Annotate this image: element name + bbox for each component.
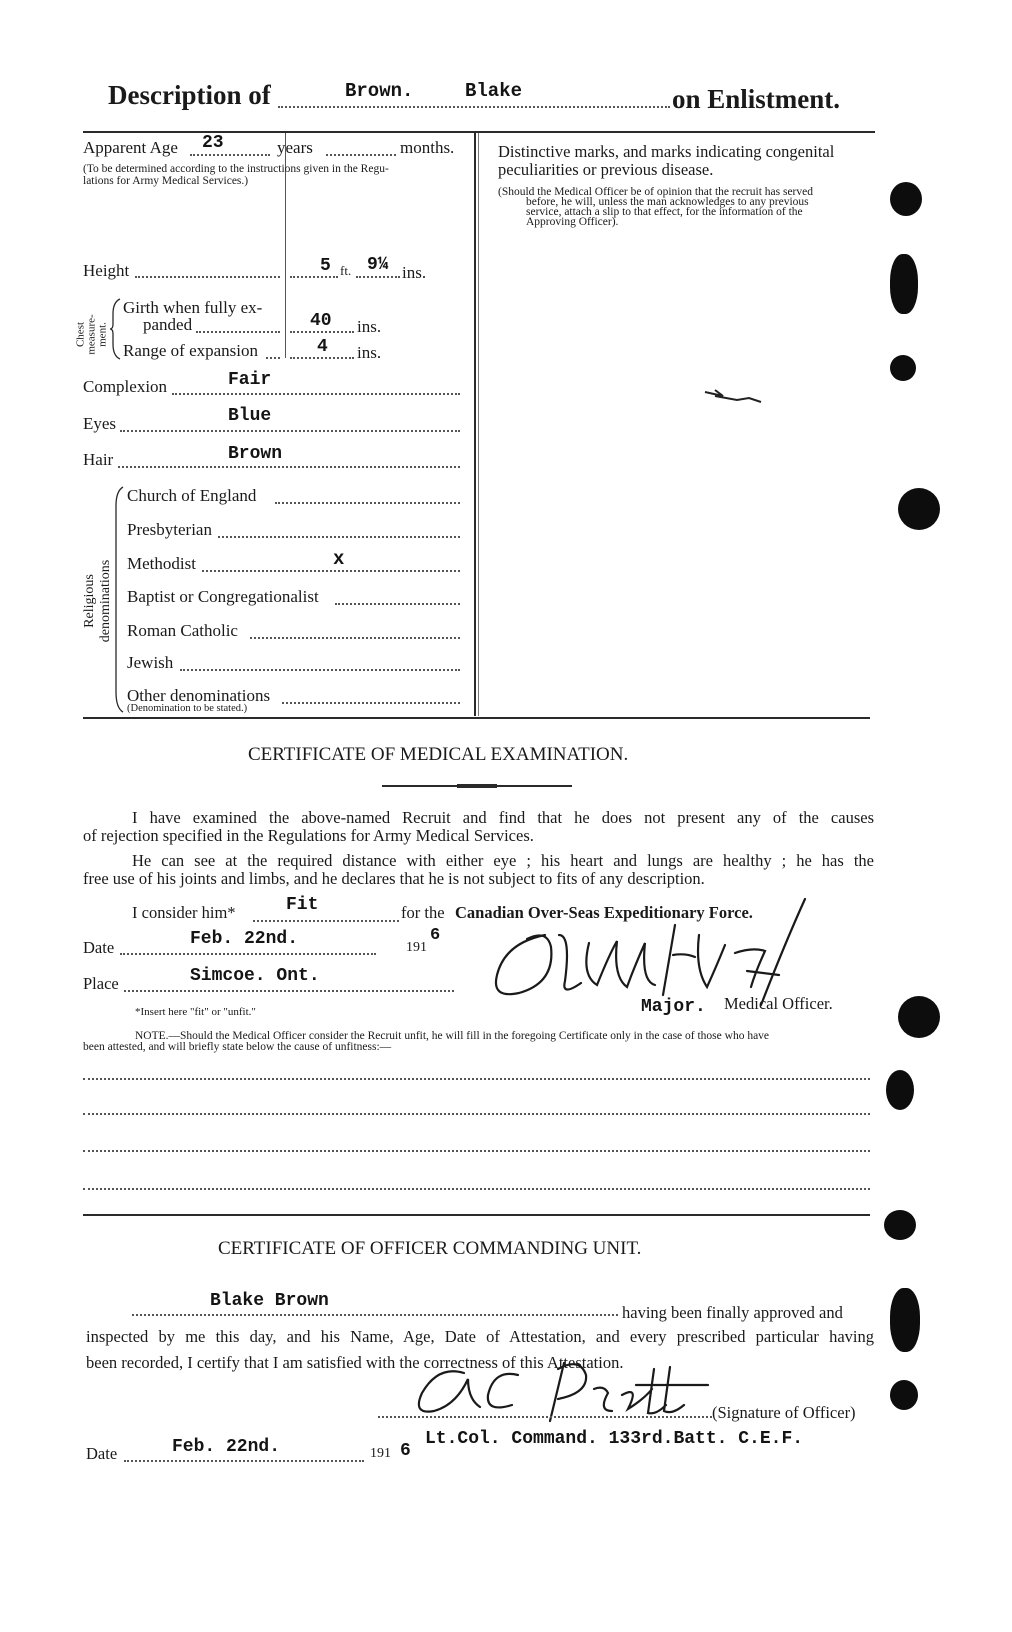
punch-hole bbox=[890, 355, 916, 381]
feet-label: ft. bbox=[340, 263, 352, 278]
fit-value: Fit bbox=[286, 895, 319, 915]
marks-note-3: service, attach a slip to that effect, for the information of the bbox=[526, 206, 803, 218]
signature-of-officer-label: (Signature of Officer) bbox=[712, 1403, 856, 1422]
medical-date-line bbox=[120, 953, 376, 955]
religion-jewish: Jewish bbox=[127, 653, 174, 672]
punch-hole bbox=[898, 488, 940, 530]
chest-side-label-2: measure- bbox=[85, 314, 98, 355]
religion-presbyterian: Presbyterian bbox=[127, 520, 212, 539]
commanding-line3: been recorded, I certify that I am satisfied with the correctness of this Attestation. bbox=[86, 1353, 624, 1372]
height-ft-line bbox=[290, 276, 338, 278]
range-unit: ins. bbox=[357, 343, 382, 362]
girth-label-1: Girth when fully ex- bbox=[123, 298, 263, 317]
chest-side-label-3: ment. bbox=[96, 322, 109, 347]
religion-side-label bbox=[82, 536, 114, 666]
place-value: Simcoe. Ont. bbox=[190, 966, 320, 986]
commanding-date-line bbox=[124, 1460, 364, 1462]
column-divider bbox=[474, 133, 476, 716]
range-label: Range of expansion bbox=[123, 341, 259, 360]
baptist-line bbox=[335, 603, 460, 605]
girth-label-2: panded bbox=[143, 315, 193, 334]
marks-heading-1: Distinctive marks, and marks indicating congenital bbox=[498, 142, 835, 161]
inches-label: ins. bbox=[402, 263, 427, 282]
medical-date-value: Feb. 22nd. bbox=[190, 929, 299, 949]
range-line-a bbox=[266, 357, 280, 359]
medical-para2-line2: free use of his joints and limbs, and he declares that he is not subject to fits of any description. bbox=[83, 869, 705, 888]
section-rule-1 bbox=[83, 717, 870, 719]
girth-line-a bbox=[196, 331, 280, 333]
medical-certificate-title: CERTIFICATE OF MEDICAL EXAMINATION. bbox=[248, 744, 629, 765]
fit-line bbox=[253, 920, 399, 922]
apparent-age-label: Apparent Age bbox=[83, 138, 178, 157]
commanding-date-label: Date bbox=[86, 1444, 118, 1463]
other-line bbox=[282, 702, 460, 704]
religion-church-of-england: Church of England bbox=[127, 486, 257, 505]
punch-hole bbox=[886, 1070, 914, 1110]
medical-year-suffix: 6 bbox=[430, 926, 441, 945]
religion-bracket bbox=[114, 486, 124, 714]
unfitness-line-3 bbox=[83, 1150, 870, 1152]
marks-heading-2: peculiarities or previous disease. bbox=[498, 160, 714, 179]
surname-value: Brown. bbox=[345, 80, 414, 102]
months-line bbox=[326, 154, 396, 156]
girth-line-b bbox=[290, 331, 354, 333]
age-note-line-2: lations for Army Medical Services.) bbox=[83, 175, 249, 187]
religion-roman-catholic: Roman Catholic bbox=[127, 621, 238, 640]
medical-officer-signature bbox=[485, 895, 815, 1005]
catholic-line bbox=[250, 637, 460, 639]
complexion-value: Fair bbox=[228, 370, 272, 390]
medical-officer-label: Medical Officer. bbox=[724, 994, 833, 1013]
medical-para1-line1: I have examined the above-named Recruit and find that he does not present any of the causes bbox=[132, 808, 874, 827]
hair-line bbox=[118, 466, 460, 468]
punch-hole bbox=[898, 996, 940, 1038]
medical-para2-line1: He can see at the required distance with either eye ; his heart and lungs are healthy ; he has the bbox=[132, 851, 874, 870]
hair-label: Hair bbox=[83, 450, 114, 469]
force-label: Canadian Over-Seas Expeditionary Force. bbox=[455, 903, 753, 922]
religion-other: Other denominations bbox=[127, 686, 271, 705]
methodist-line bbox=[202, 570, 460, 572]
commanding-certificate-title: CERTIFICATE OF OFFICER COMMANDING UNIT. bbox=[218, 1238, 642, 1259]
height-inches-value: 9¼ bbox=[367, 255, 389, 275]
section-rule-2 bbox=[83, 1214, 870, 1216]
church-line bbox=[275, 502, 460, 504]
punch-hole bbox=[890, 1288, 920, 1352]
commanding-officer-signature bbox=[408, 1355, 728, 1425]
medical-title-flourish-center bbox=[457, 784, 497, 788]
methodist-mark: x bbox=[333, 548, 345, 570]
commanding-line1-tail: having been finally approved and bbox=[622, 1303, 843, 1322]
medical-note-line2: been attested, and will briefly state below the cause of unfitness:— bbox=[83, 1041, 392, 1053]
title-description-of: Description of bbox=[108, 80, 271, 110]
age-line bbox=[190, 154, 270, 156]
unfitness-line-2 bbox=[83, 1113, 870, 1115]
given-name-value: Blake bbox=[465, 80, 523, 102]
girth-unit: ins. bbox=[357, 317, 382, 336]
religion-baptist: Baptist or Congregationalist bbox=[127, 587, 319, 606]
punch-hole bbox=[884, 1210, 916, 1240]
unfitness-line-1 bbox=[83, 1078, 870, 1080]
recruit-name-value: Blake Brown bbox=[210, 1291, 329, 1311]
height-label: Height bbox=[83, 261, 130, 280]
for-the-label: for the bbox=[401, 903, 445, 922]
girth-value: 40 bbox=[310, 311, 332, 331]
religion-side-label-1: Religious bbox=[82, 574, 97, 628]
months-label: months. bbox=[400, 138, 455, 157]
commanding-line2: inspected by me this day, and his Name, Age, Date of Attestation, and every prescribed particular having bbox=[86, 1327, 874, 1346]
punch-hole bbox=[890, 182, 922, 216]
medical-year-prefix: 191 bbox=[406, 940, 427, 955]
column-divider-inner bbox=[478, 133, 479, 716]
marks-note-2: before, he will, unless the man acknowledges to any previous bbox=[526, 196, 809, 208]
place-label: Place bbox=[83, 974, 119, 993]
range-value: 4 bbox=[317, 337, 328, 357]
religion-other-note: (Denomination to be stated.) bbox=[127, 703, 248, 714]
commanding-year-suffix: 6 bbox=[400, 1441, 411, 1461]
unfitness-line-4 bbox=[83, 1188, 870, 1190]
eyes-value: Blue bbox=[228, 406, 272, 426]
religion-side-label-2: denominations bbox=[98, 559, 113, 643]
commanding-command-value: Lt.Col. Command. 133rd.Batt. C.E.F. bbox=[425, 1429, 804, 1449]
medical-date-label: Date bbox=[83, 938, 115, 957]
years-label: years bbox=[277, 138, 313, 157]
insert-note: *Insert here "fit" or "unfit." bbox=[135, 1006, 256, 1018]
range-line-b bbox=[290, 357, 354, 359]
medical-note-line1: NOTE.—Should the Medical Officer consider the Recruit unfit, he will fill in the foregoing Certificate only in the case of those who have bbox=[135, 1030, 770, 1042]
religion-methodist: Methodist bbox=[127, 554, 196, 573]
place-line bbox=[124, 990, 454, 992]
ink-smudge-mark bbox=[703, 386, 763, 412]
punch-hole bbox=[890, 254, 918, 314]
title-on-enlistment: on Enlistment. bbox=[672, 84, 841, 114]
commanding-year-prefix: 191 bbox=[370, 1446, 391, 1461]
eyes-line bbox=[120, 430, 460, 432]
height-line bbox=[135, 276, 280, 278]
eyes-label: Eyes bbox=[83, 414, 117, 433]
title-name-line bbox=[278, 106, 670, 108]
commanding-date-value: Feb. 22nd. bbox=[172, 1437, 281, 1457]
height-feet-value: 5 bbox=[320, 256, 331, 276]
age-note-line-1: (To be determined according to the instructions given in the Regu- bbox=[83, 163, 389, 175]
medical-officer-rank: Major. bbox=[641, 997, 706, 1017]
consider-label: I consider him* bbox=[132, 903, 236, 922]
chest-side-label-1: Chest bbox=[74, 321, 87, 348]
marks-note-1: (Should the Medical Officer be of opinion that the recruit has served bbox=[498, 186, 813, 198]
medical-para1-line2: of rejection specified in the Regulations for Army Medical Services. bbox=[83, 826, 534, 845]
height-in-line bbox=[356, 276, 400, 278]
recruit-name-line bbox=[132, 1314, 618, 1316]
marks-note-4: Approving Officer). bbox=[526, 216, 619, 228]
age-value: 23 bbox=[202, 133, 224, 153]
chest-bracket bbox=[110, 298, 122, 360]
hair-value: Brown bbox=[228, 444, 283, 464]
chest-side-label bbox=[76, 305, 109, 365]
presbyterian-line bbox=[218, 536, 460, 538]
punch-hole bbox=[890, 1380, 918, 1410]
officer-signature-line bbox=[378, 1416, 712, 1418]
complexion-line bbox=[172, 393, 460, 395]
complexion-label: Complexion bbox=[83, 377, 168, 396]
jewish-line bbox=[180, 669, 460, 671]
